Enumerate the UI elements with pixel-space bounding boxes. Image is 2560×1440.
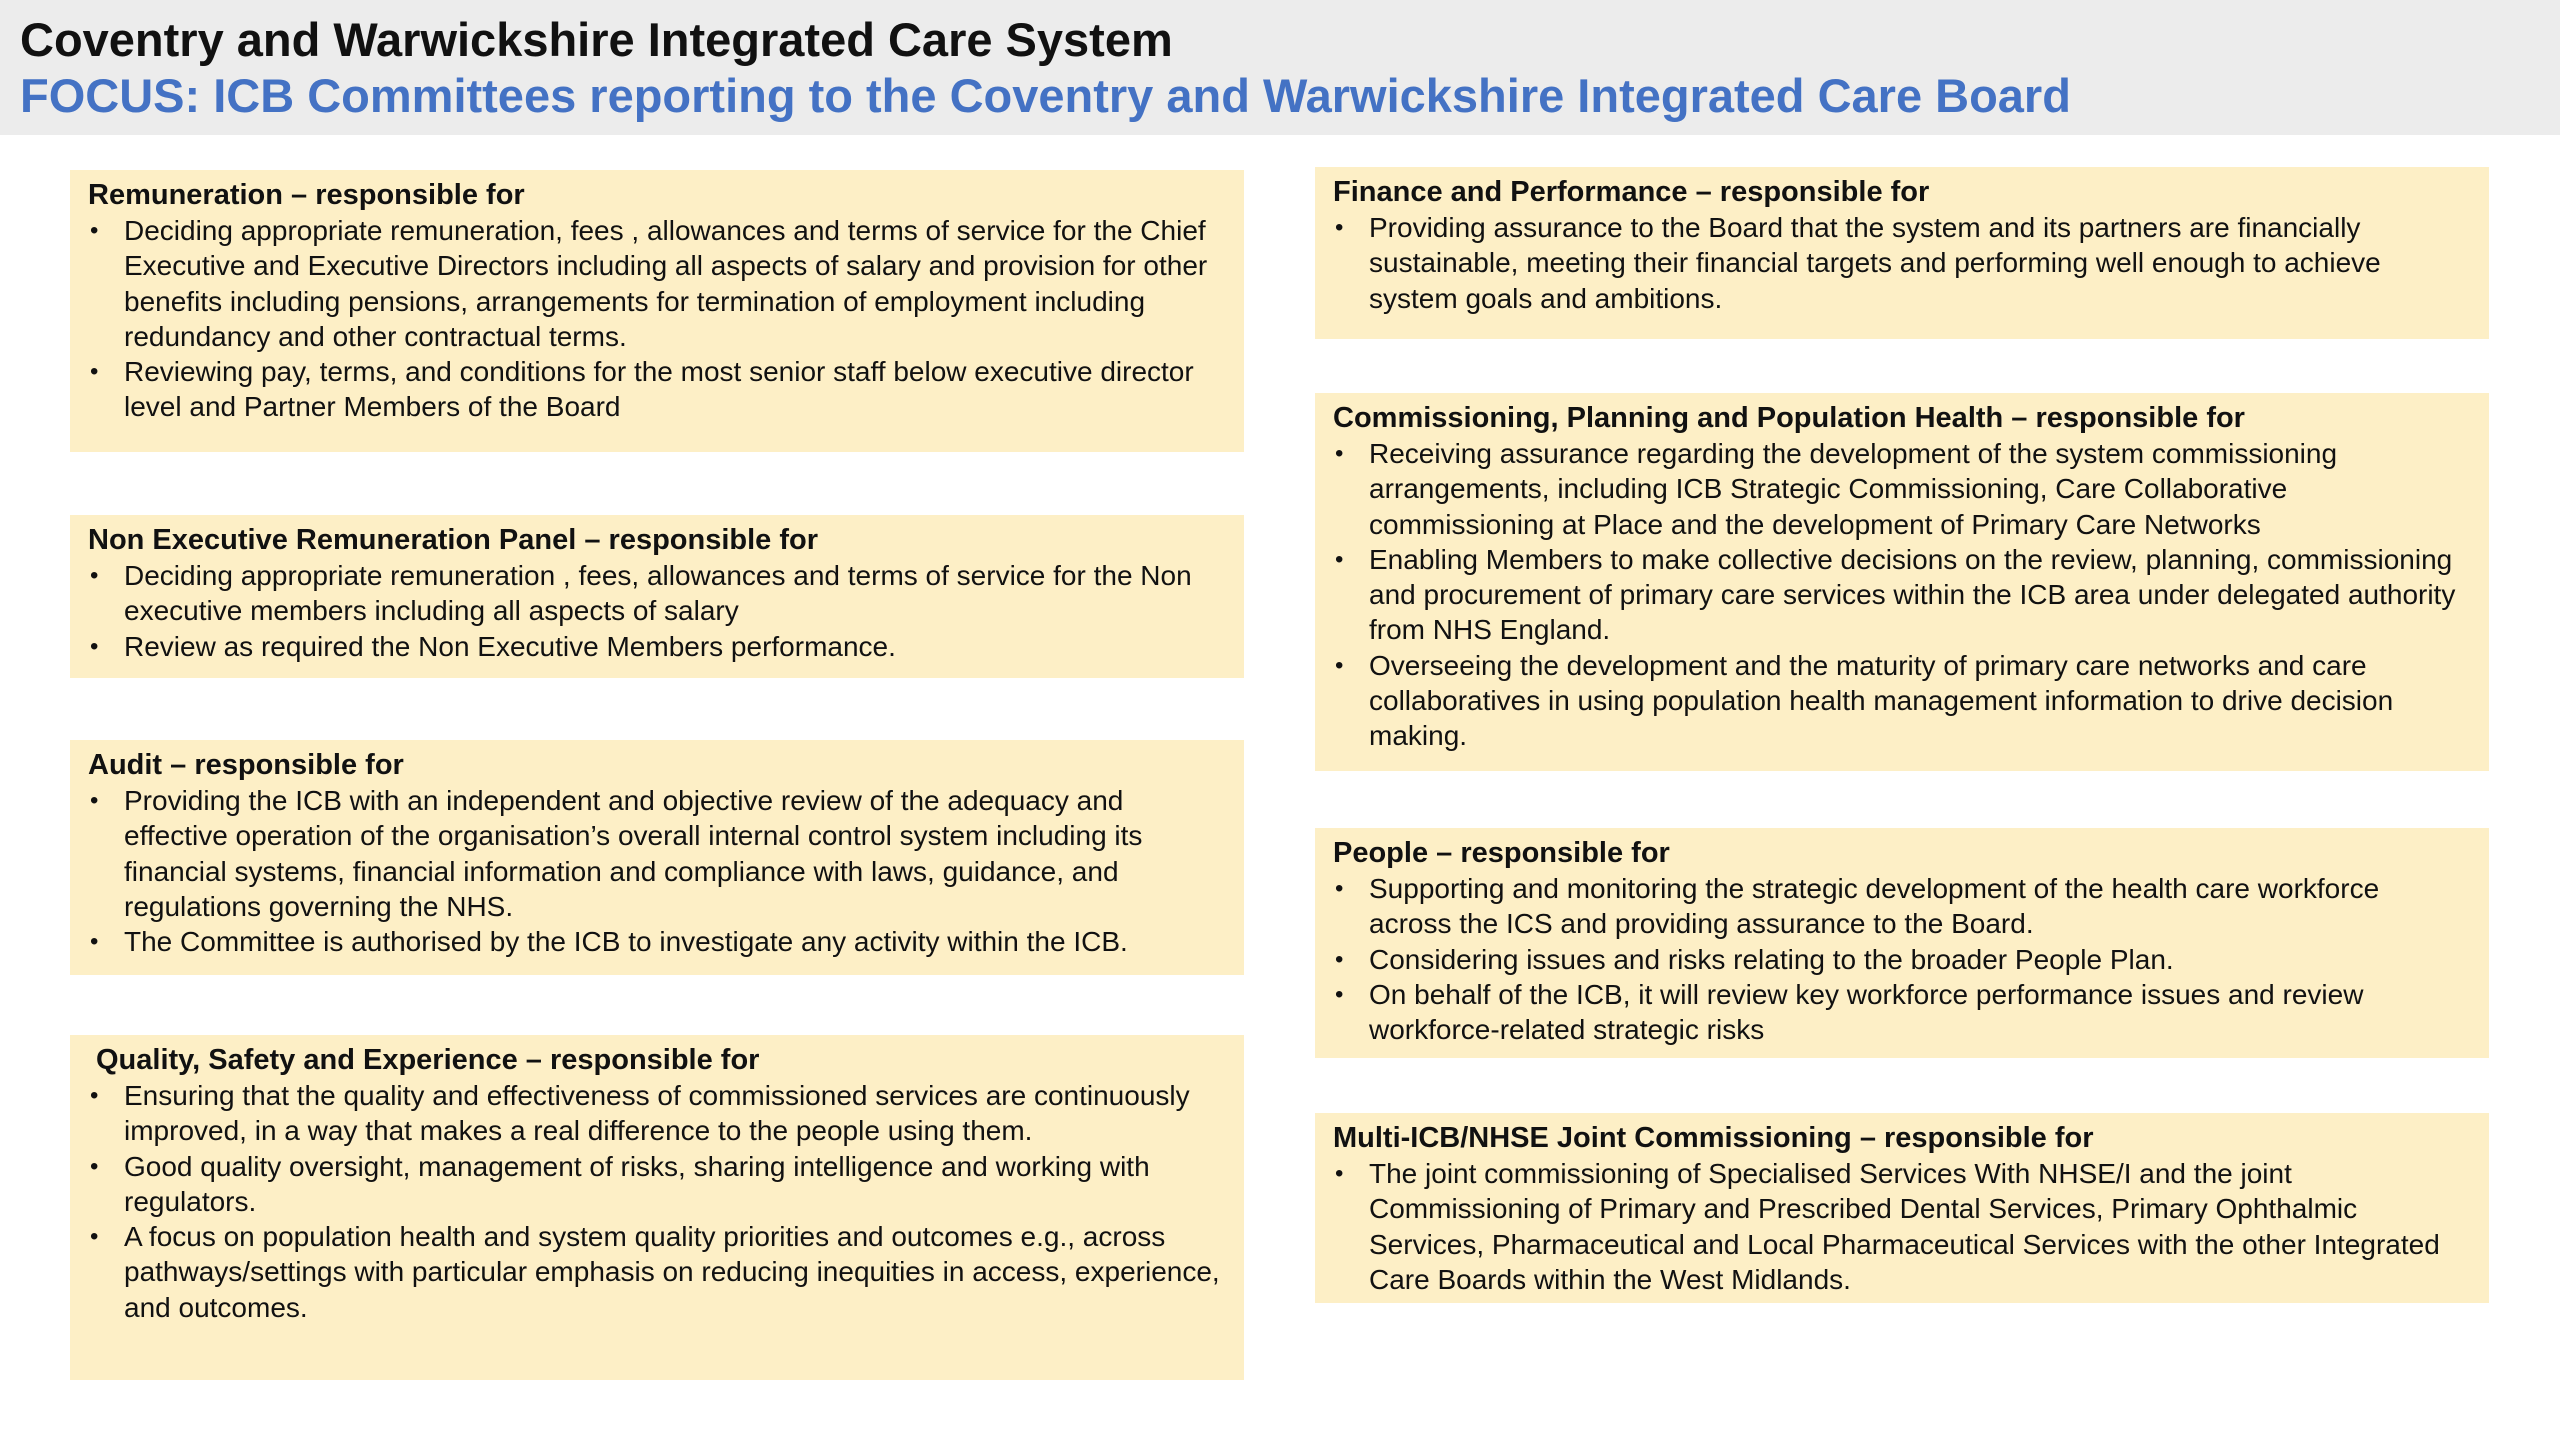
finance-list xyxy=(1333,210,2469,316)
commissioning-panel xyxy=(1315,393,2489,771)
commissioning-list xyxy=(1333,436,2469,754)
list-item: • The Committee is authorised by the ICB to investigate any activity within the ICB. xyxy=(88,924,1224,959)
list-item: • Deciding appropriate remuneration, fees , allowances and terms of service for the Chief Executive and Executive Directors including all aspects of salary and provision for other benefits including pensions, arrangements for termination of employment including redundancy and other contractual terms. xyxy=(88,213,1224,354)
quality-list xyxy=(88,1078,1224,1325)
list-item: • The joint commissioning of Specialised Services With NHSE/I and the joint Commissioning of Primary and Prescribed Dental Services, Primary Ophthalmic Services, Pharmaceutical and Local Pharmaceutical Services with the other Integrated Care Boards within the West Midlands. xyxy=(1333,1156,2469,1297)
list-item: • A focus on population health and system quality priorities and outcomes e.g., across pathways/settings with particular emphasis on reducing inequities in access, experience, and outcomes. xyxy=(88,1219,1224,1325)
remuneration-panel xyxy=(70,170,1244,452)
slide-header xyxy=(0,0,2560,135)
remuneration-list xyxy=(88,213,1224,425)
finance-heading: Finance and Performance – responsible for xyxy=(1333,176,1930,208)
non-exec-panel-list xyxy=(88,558,1224,664)
list-item: • Providing the ICB with an independent and objective review of the adequacy and effective operation of the organisation’s overall internal control system including its financial systems, financial information and compliance with laws, guidance, and regulations governing the NHS. xyxy=(88,783,1224,924)
list-item: • Providing assurance to the Board that the system and its partners are financially sustainable, meeting their financial targets and performing well enough to achieve system goals and ambitions. xyxy=(1333,210,2469,316)
remuneration-heading: Remuneration – responsible for xyxy=(88,179,525,211)
list-item: • Deciding appropriate remuneration , fees, allowances and terms of service for the Non executive members including all aspects of salary xyxy=(88,558,1224,629)
commissioning-heading: Commissioning, Planning and Population Health – responsible for xyxy=(1333,402,2245,434)
page-subtitle: FOCUS: ICB Committees reporting to the Coventry and Warwickshire Integrated Care Board xyxy=(20,69,2071,122)
list-item: • Considering issues and risks relating to the broader People Plan. xyxy=(1333,942,2469,977)
list-item: • Supporting and monitoring the strategic development of the health care workforce across the ICS and providing assurance to the Board. xyxy=(1333,871,2469,942)
people-panel xyxy=(1315,828,2489,1058)
multi-icb-panel xyxy=(1315,1113,2489,1303)
list-item: • Overseeing the development and the maturity of primary care networks and care collaboratives in using population health management information to drive decision making. xyxy=(1333,648,2469,754)
list-item: • Ensuring that the quality and effectiveness of commissioned services are continuously improved, in a way that makes a real difference to the people using them. xyxy=(88,1078,1224,1149)
list-item: • Enabling Members to make collective decisions on the review, planning, commissioning and procurement of primary care services within the ICB area under delegated authority from NHS England. xyxy=(1333,542,2469,648)
multi-icb-list xyxy=(1333,1156,2469,1297)
non-exec-panel-heading: Non Executive Remuneration Panel – responsible for xyxy=(88,524,819,556)
people-list xyxy=(1333,871,2469,1047)
page-title: Coventry and Warwickshire Integrated Care System xyxy=(20,13,1173,66)
list-item: • Review as required the Non Executive Members performance. xyxy=(88,629,1224,664)
list-item: • Receiving assurance regarding the development of the system commissioning arrangements, including ICB Strategic Commissioning, Care Collaborative commissioning at Place and the development of Primary Care Networks xyxy=(1333,436,2469,542)
list-item: • On behalf of the ICB, it will review key workforce performance issues and review workforce-related strategic risks xyxy=(1333,977,2469,1048)
audit-heading: Audit – responsible for xyxy=(88,749,404,781)
non-exec-remuneration-panel xyxy=(70,515,1244,678)
people-heading: People – responsible for xyxy=(1333,837,1670,869)
quality-heading: Quality, Safety and Experience – responsible for xyxy=(96,1044,760,1076)
list-item: • Reviewing pay, terms, and conditions for the most senior staff below executive director level and Partner Members of the Board xyxy=(88,354,1224,425)
audit-list xyxy=(88,783,1224,959)
multi-icb-heading: Multi-ICB/NHSE Joint Commissioning – responsible for xyxy=(1333,1122,2094,1154)
finance-panel xyxy=(1315,167,2489,339)
audit-panel xyxy=(70,740,1244,975)
list-item: • Good quality oversight, management of risks, sharing intelligence and working with regulators. xyxy=(88,1149,1224,1220)
quality-panel xyxy=(70,1035,1244,1380)
